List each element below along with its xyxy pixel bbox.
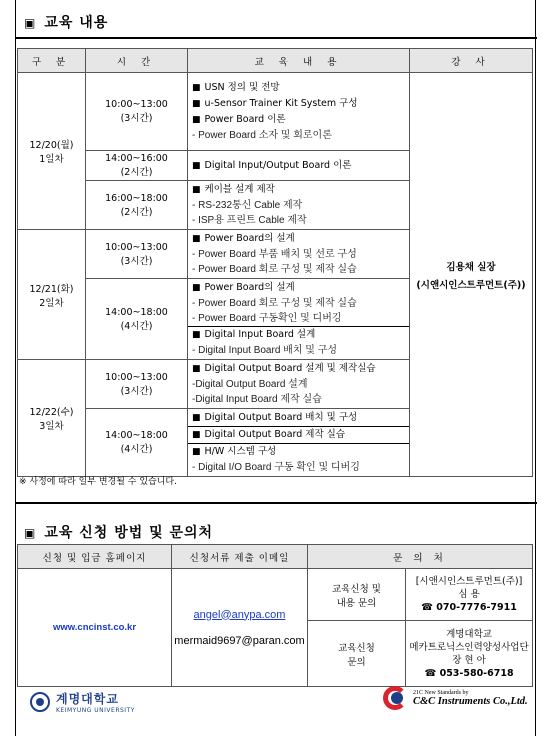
content-cell (188, 73, 410, 151)
content-cell (188, 279, 410, 360)
box-icon: ■ (192, 115, 201, 125)
content-item: ■ 케이블 설계 제작 (192, 184, 275, 195)
header-content: 교 육 내 용 (188, 49, 410, 73)
slot-time: 14:00~18:00 (4시간) (86, 409, 188, 477)
phone-number: ☎ 070-7776-7911 (421, 602, 517, 613)
content-item: ■ Digital Output Board 설계 및 제작실습 (192, 363, 376, 374)
content-item: ■ H/W 시스템 구성 (188, 443, 410, 460)
schedule-note: ※ 사정에 따라 일부 변경될 수 있습니다. (19, 477, 177, 487)
contact-type: 교육신청 및 내용 문의 (308, 569, 406, 621)
keimyung-logo: 계명대학교 KEIMYUNG UNIVERSITY (30, 690, 135, 714)
apply-table (17, 544, 533, 687)
homepage-link[interactable]: www.cncinst.co.kr (18, 569, 172, 687)
contact-type: 교육신청 문의 (308, 621, 406, 687)
content-cell (188, 151, 410, 181)
header-category: 구 분 (18, 49, 86, 73)
schedule-table (17, 48, 533, 477)
content-item: ■ Power Board의 설계 (192, 282, 295, 293)
box-icon: ■ (192, 413, 201, 423)
content-subitem: - Power Board 회로 구성 및 제작 실습 (192, 298, 357, 309)
box-icon: ■ (192, 160, 201, 171)
slot-time: 10:00~13:00 (3시간) (86, 73, 188, 151)
content-item: ■ Power Board의 설계 (192, 233, 295, 244)
section-divider (16, 37, 537, 39)
content-cell (188, 409, 410, 477)
section-divider (16, 502, 537, 504)
cc-instruments-logo: 21C New Standards by C&C Instruments Co.,Ltd. (383, 686, 528, 710)
section-apply-title: ▣ 교육 신청 방법 및 문의처 (24, 525, 214, 541)
content-item: ■ Digital Input Board 설계 (188, 326, 410, 343)
phone-number: ☎ 053-580-6718 (424, 667, 514, 679)
slot-time: 10:00~13:00 (3시간) (86, 230, 188, 279)
content-subitem: - Digital I/O Board 구동 확인 및 디버깅 (192, 462, 360, 473)
slot-time: 10:00~13:00 (3시간) (86, 360, 188, 409)
cc-logo-icon (383, 686, 407, 710)
content-subitem: - Power Board 회로 구성 및 제작 실습 (192, 264, 357, 275)
content-subitem: - RS-232통신 Cable 제작 (192, 200, 303, 211)
box-icon: ■ (192, 364, 201, 374)
content-cell (188, 360, 410, 409)
slot-time: 14:00~18:00 (4시간) (86, 279, 188, 360)
content-subitem: - Power Board 소자 및 회로이론 (192, 130, 332, 141)
square-marker-icon: ▣ (24, 16, 37, 30)
header-contact: 문 의 처 (308, 545, 533, 569)
content-subitem: -Digital Output Board 설계 (192, 379, 308, 390)
contact-info: [시앤시인스트루먼트(주)] 심 용 ☎ 070-7776-7911 (406, 569, 533, 621)
page (15, 0, 536, 736)
contact-info: 계명대학교 메카트로닉스인력양성사업단 장 현 아 ☎ 053-580-6718 (406, 621, 533, 687)
content-subitem: - Power Board 구동확인 및 디버깅 (192, 313, 342, 324)
email-cell (172, 569, 308, 687)
content-cell (188, 230, 410, 279)
box-icon: ■ (192, 234, 201, 244)
content-item: ■ u-Sensor Trainer Kit System 구성 (192, 98, 358, 109)
day3-cell: 12/22(수) 3일차 (18, 360, 86, 477)
header-email: 신청서류 제출 이메일 (172, 545, 308, 569)
day1-cell: 12/20(월) 1일차 (18, 73, 86, 230)
content-item: ■ Power Board 이론 (192, 114, 286, 125)
header-instructor: 강 사 (410, 49, 533, 73)
square-marker-icon: ▣ (24, 526, 37, 540)
content-item: ■ USN 정의 및 전망 (192, 82, 280, 93)
instructor-cell: 김용채 실장 (시앤시인스트루먼트(주)) (410, 73, 533, 477)
box-icon: ■ (192, 330, 201, 340)
header-time: 시 간 (86, 49, 188, 73)
section-education-title: ▣ 교육 내용 (24, 15, 109, 31)
slot-time: 16:00~18:00 (2시간) (86, 181, 188, 230)
box-icon: ■ (192, 283, 201, 293)
box-icon: ■ (192, 447, 201, 457)
content-item: ■ Digital Output Board 배치 및 구성 (192, 412, 358, 423)
content-item: ■ Digital Input/Output Board 이론 (192, 159, 352, 171)
email-text: mermaid9697@paran.com (174, 634, 305, 647)
box-icon: ■ (192, 430, 201, 440)
university-seal-icon (30, 692, 50, 712)
slot-time: 14:00~16:00 (2시간) (86, 151, 188, 181)
content-item: ■ Digital Output Board 제작 실습 (188, 426, 410, 443)
box-icon: ■ (192, 185, 201, 195)
box-icon: ■ (192, 83, 201, 93)
content-subitem: - Digital Input Board 배치 및 구성 (192, 345, 338, 356)
content-subitem: -Digital Input Board 제작 실습 (192, 394, 322, 405)
header-homepage: 신청 및 입금 홈페이지 (18, 545, 172, 569)
email-link[interactable]: angel@anypa.com (193, 608, 286, 621)
day2-cell: 12/21(화) 2일차 (18, 230, 86, 360)
content-cell (188, 181, 410, 230)
content-subitem: - ISP용 프린트 Cable 제작 (192, 215, 307, 226)
content-subitem: - Power Board 부품 배치 및 선로 구성 (192, 249, 357, 260)
box-icon: ■ (192, 99, 201, 109)
